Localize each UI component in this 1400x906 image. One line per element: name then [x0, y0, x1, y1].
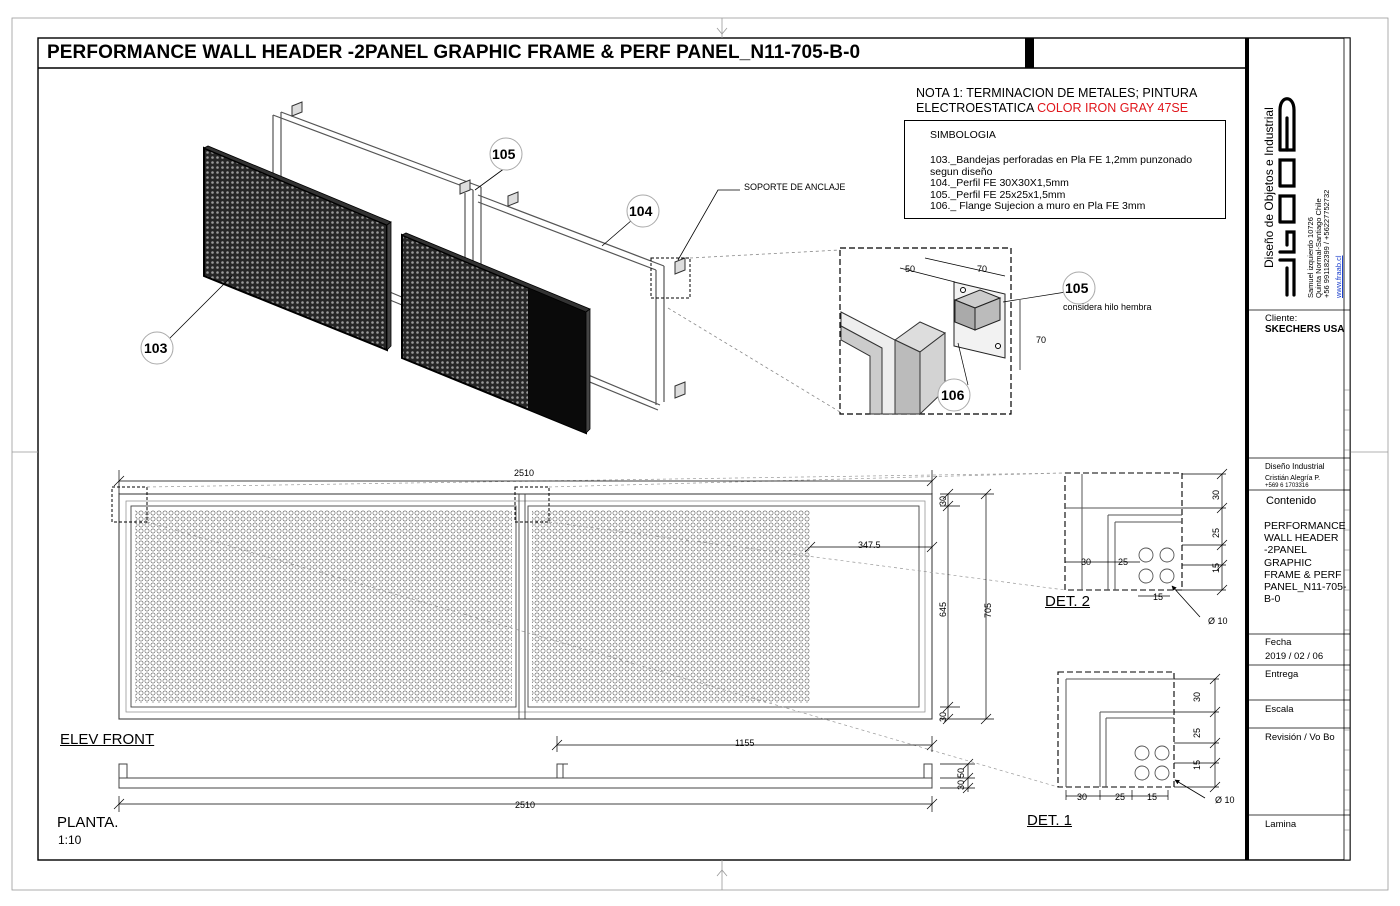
finish-note-color: COLOR IRON GRAY 47SE — [1037, 101, 1189, 115]
elev-perf-left — [135, 510, 512, 703]
cliente-value: SKECHERS USA — [1265, 324, 1345, 335]
det1-label: DET. 1 — [1027, 812, 1073, 829]
det2-dim-25-bottom: 25 — [1118, 557, 1129, 567]
det1-dim-15-right: 15 — [1192, 759, 1202, 770]
elev-dim-1155: 1155 — [735, 738, 755, 748]
company-address-1: Samuel izquierdo 10726 — [1306, 217, 1315, 298]
callout-105-detail: 105 — [1065, 280, 1089, 296]
hilo-hembra-note: considera hilo hembra — [1063, 302, 1152, 312]
elev-dim-2510: 2510 — [514, 468, 535, 478]
elev-front-label: ELEV FRONT — [60, 731, 155, 748]
designer-name: Cristián Alegría P. — [1265, 475, 1321, 482]
callout-106: 106 — [941, 387, 965, 403]
elev-dim-30-top: 30 — [938, 495, 948, 506]
det1-diameter: Ø 10 — [1215, 795, 1235, 805]
detail-dim-70-top: 70 — [977, 264, 988, 274]
simbologia-item-104: 104._Perfil FE 30X30X1,5mm — [930, 177, 1069, 190]
revision-label: Revisión / Vo Bo — [1265, 732, 1335, 743]
det2-dim-30-right: 30 — [1211, 489, 1221, 500]
det1-dim-15-bottom: 15 — [1147, 792, 1158, 802]
det2-dim-25-right: 25 — [1211, 527, 1221, 538]
det2-dim-15-bottom: 15 — [1153, 592, 1164, 602]
company-tagline: Diseño de Objetos e Industrial — [1262, 107, 1276, 268]
det1-dim-30-bottom: 30 — [1077, 792, 1088, 802]
elev-dim-347: 347.5 — [858, 540, 881, 550]
fraab-logo-mark — [1280, 99, 1294, 295]
lamina-label: Lamina — [1265, 819, 1297, 830]
planta-label: PLANTA. — [57, 814, 119, 831]
det1-dim-25-right: 25 — [1192, 727, 1202, 738]
elev-dim-645: 645 — [938, 601, 948, 617]
elev-dim-705: 705 — [983, 602, 993, 618]
escala-label: Escala — [1265, 704, 1294, 715]
simbologia-item-105: 105._Perfil FE 25x25x1,5mm — [930, 188, 1066, 201]
simbologia-heading: SIMBOLOGIA — [930, 129, 996, 141]
elev-dim-30-bottom: 30 — [938, 711, 948, 722]
entrega-label: Entrega — [1265, 669, 1299, 680]
det1-dim-25-bottom: 25 — [1115, 792, 1126, 802]
company-address-2: Quinta Normal-Santiago Chile — [1314, 198, 1323, 298]
diseno-label: Diseño Industrial — [1265, 462, 1325, 471]
det2-dim-30-bottom: 30 — [1081, 557, 1092, 567]
simbologia-item-103: 103._Bandejas perforadas en Pla FE 1,2mm punzonado segun diseño — [930, 154, 1193, 178]
callout-104: 104 — [629, 203, 653, 219]
callout-103: 103 — [144, 340, 168, 356]
planta-dim-2510: 2510 — [515, 800, 536, 810]
det2-diameter: Ø 10 — [1208, 616, 1228, 626]
designer-phone: +569 6 1703316 — [1265, 483, 1309, 489]
cliente-label: Cliente: — [1265, 313, 1298, 324]
detail-dim-70-side: 70 — [1036, 335, 1047, 345]
planta-dim-30: 30 — [956, 779, 966, 790]
fecha-label: Fecha — [1265, 637, 1292, 648]
fecha-value: 2019 / 02 / 06 — [1265, 651, 1324, 662]
sheet-title: PERFORMANCE WALL HEADER -2PANEL GRAPHIC FRAME & PERF PANEL_N11-705-B-0 — [47, 42, 861, 63]
planta-view — [114, 759, 975, 812]
simbologia-list — [930, 155, 1220, 213]
contenido-label: Contenido — [1266, 495, 1317, 507]
det2-dim-15-right: 15 — [1211, 562, 1221, 573]
elevation-front — [112, 470, 1065, 787]
callout-105: 105 — [492, 146, 516, 162]
finish-note — [916, 86, 1197, 116]
soporte-label: SOPORTE DE ANCLAJE — [744, 182, 846, 192]
contenido-value: PERFORMANCE WALL HEADER -2PANEL GRAPHIC FRAME & PERF PANEL_N11-705-B-0 — [1264, 520, 1347, 606]
company-phones: +56 991182399 / +56227752732 — [1322, 189, 1331, 298]
detail-dim-50: 50 — [905, 264, 916, 274]
elev-perf-right — [532, 510, 810, 703]
planta-dim-50: 50 — [956, 767, 966, 778]
det2-label: DET. 2 — [1045, 593, 1091, 610]
finish-note-prefix: ELECTROESTATICA — [916, 101, 1038, 115]
company-website-link[interactable]: www.fraab.cl — [1334, 255, 1343, 298]
finish-note-line1: NOTA 1: TERMINACION DE METALES; PINTURA — [916, 86, 1198, 100]
simbologia-item-106: 106._ Flange Sujecion a muro en Pla FE 3mm — [930, 200, 1146, 213]
planta-scale: 1:10 — [58, 833, 82, 847]
perf-panel-1 — [204, 148, 387, 350]
simbologia-box — [904, 120, 1226, 219]
title-bar-black-block — [1025, 38, 1034, 68]
det1-dim-30-right: 30 — [1192, 691, 1202, 702]
finish-note-line2 — [916, 101, 1197, 116]
